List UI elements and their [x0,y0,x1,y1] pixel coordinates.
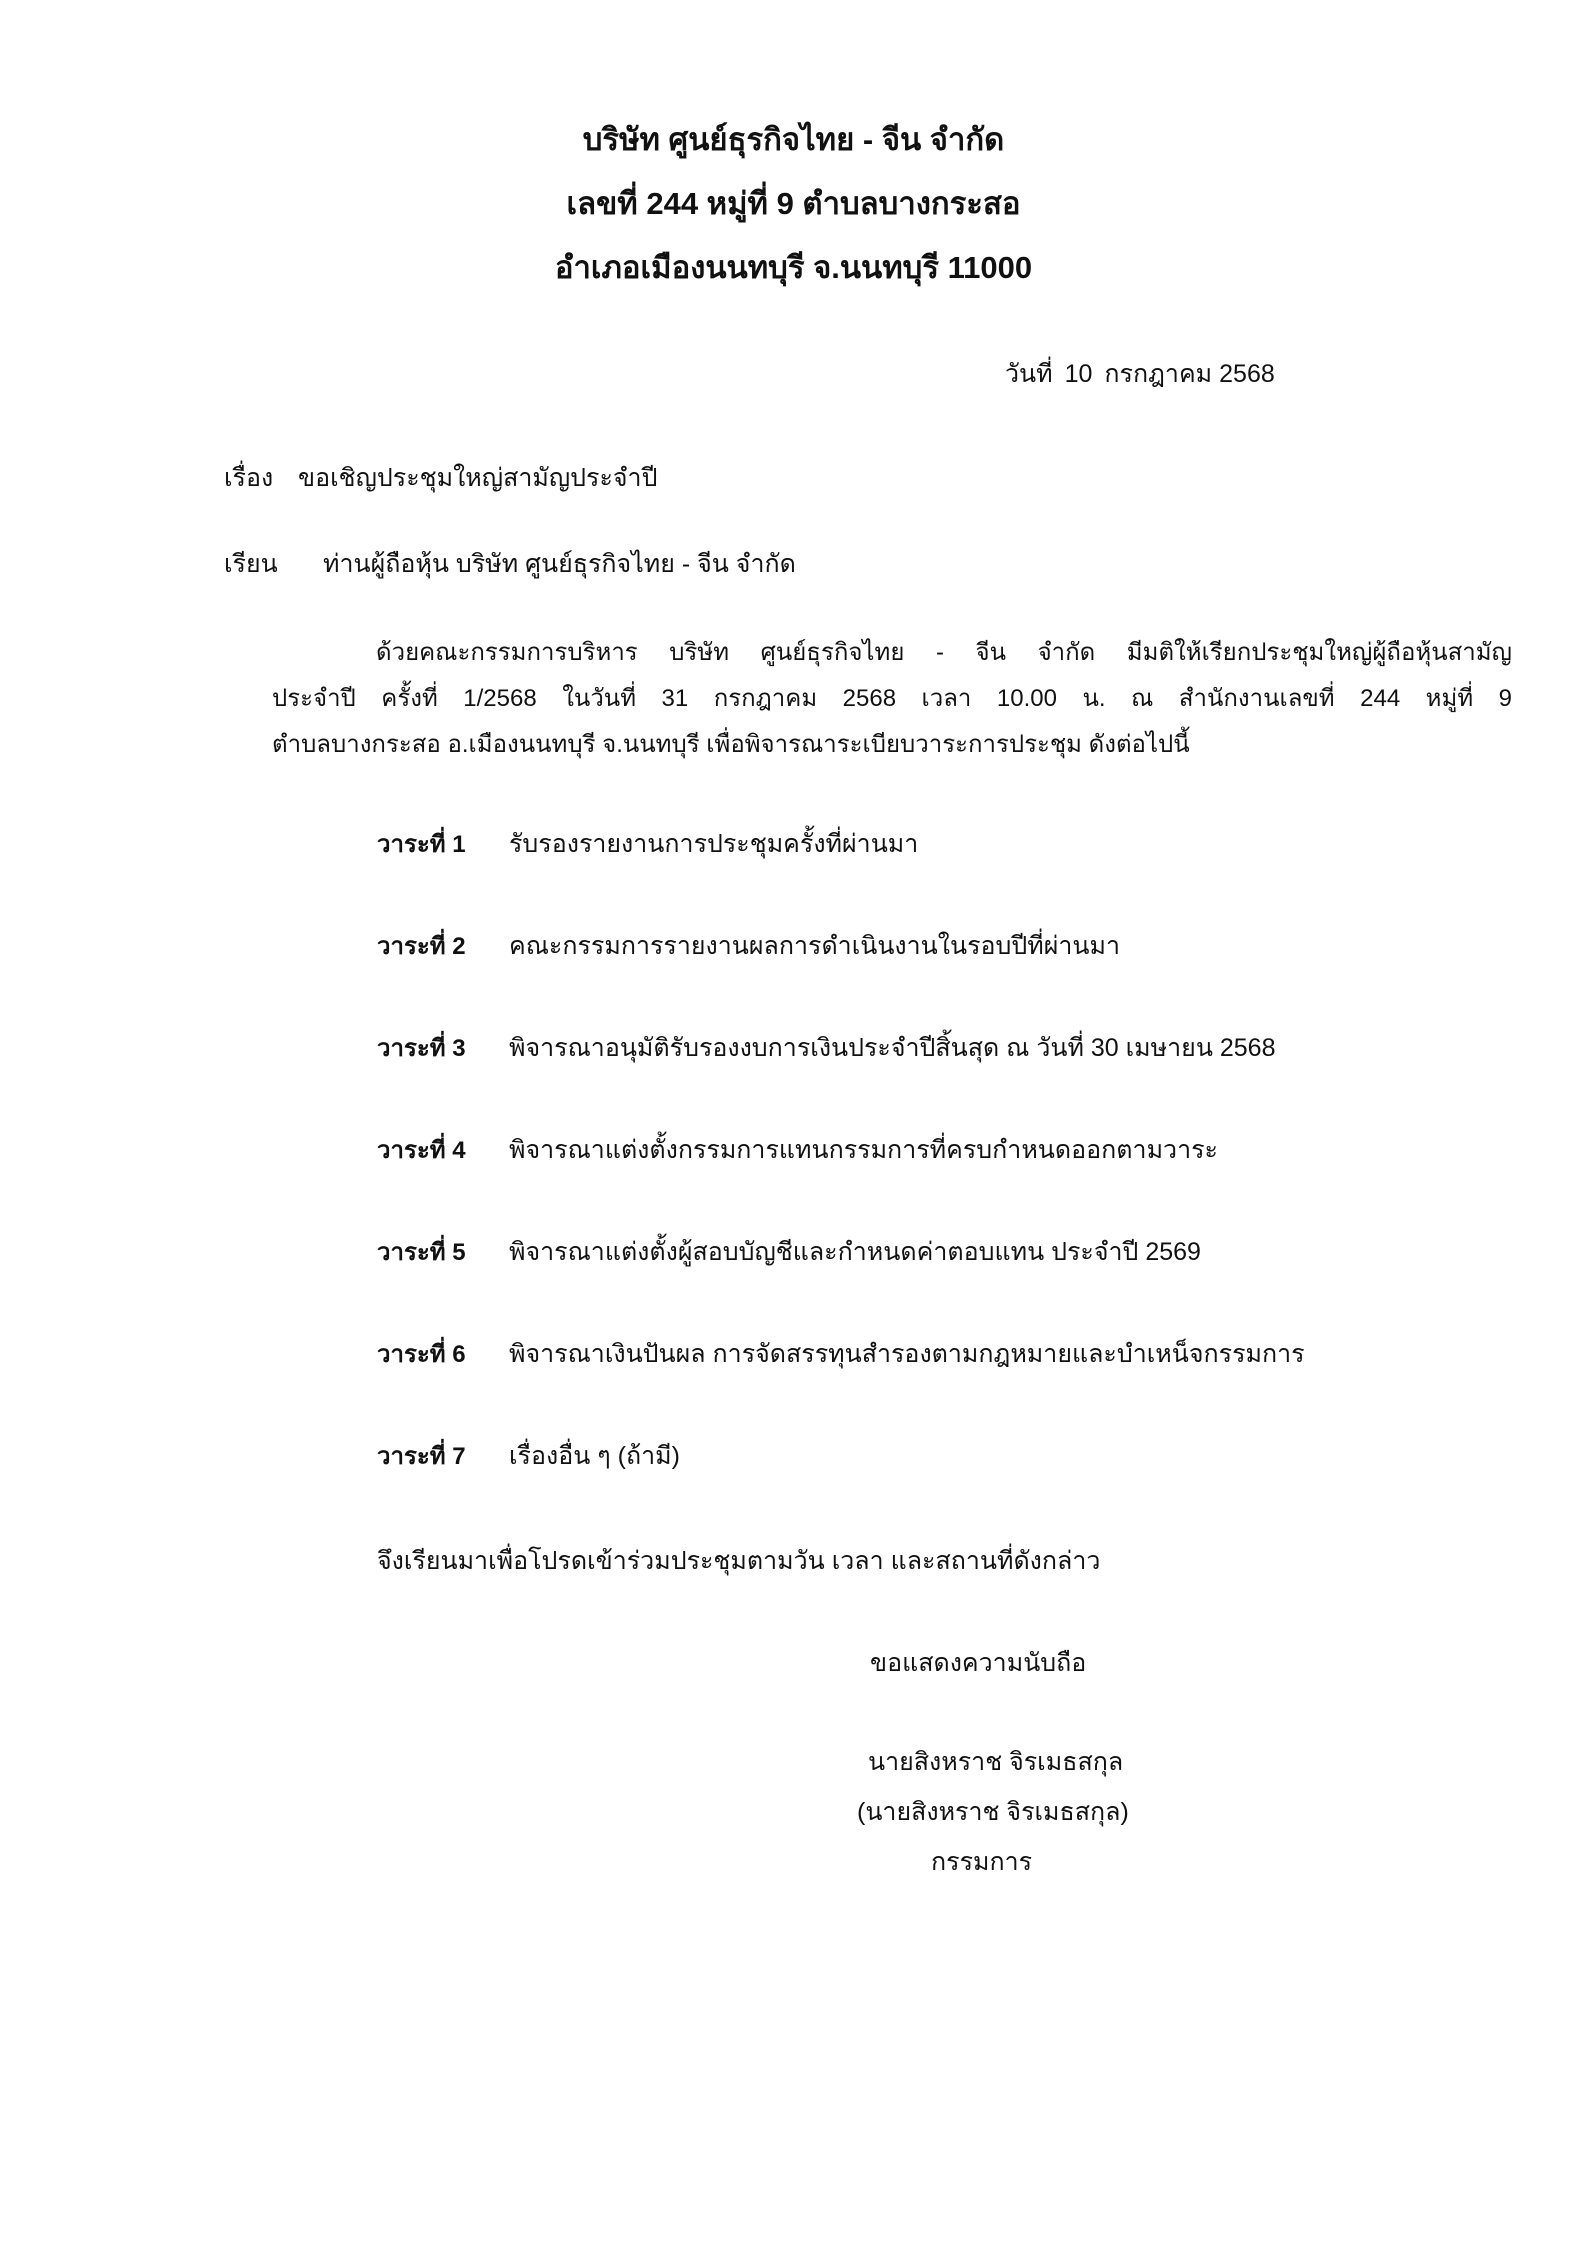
company-address-line-2: อำเภอเมืองนนทบุรี จ.นนทบุรี 11000 [554,250,1033,285]
body-line: ประจำปี ครั้งที่ 1/2568 ในวันที่ 31 กรกฎาคม 2568 เวลา 10.00 น. ณ สำนักงานเลขที่ 244 หมู่ที่ 9 [272,685,1512,712]
agenda-item [377,926,1477,1028]
complimentary-close: ขอแสดงความนับถือ [870,1649,1087,1677]
agenda-text: คณะกรรมการรายงานผลการดำเนินงานในรอบปีที่ผ่านมา [509,932,1121,960]
subject-label: เรื่อง [224,464,274,492]
body-line: ตำบลบางกระสอ อ.เมืองนนทบุรี จ.นนทบุรี เพื่อพิจารณาระเบียบวาระการประชุม ดังต่อไปนี้ [272,731,1190,758]
agenda-text: พิจารณาแต่งตั้งผู้สอบบัญชีและกำหนดค่าตอบแทน ประจำปี 2569 [509,1238,1201,1266]
agenda-label: วาระที่ 2 [377,933,466,960]
subject-text: ขอเชิญประชุมใหญ่สามัญประจำปี [298,464,658,492]
agenda-label: วาระที่ 3 [377,1035,466,1062]
agenda-item [377,1334,1477,1436]
date-year: 2568 [1219,360,1275,388]
signatory-position: กรรมการ [931,1848,1033,1876]
signatory-name: นายสิงหราช จิรเมธสกุล [868,1748,1124,1776]
body-line: ด้วยคณะกรรมการบริหาร บริษัท ศูนย์ธุรกิจไทย - จีน จำกัด มีมติให้เรียกประชุมใหญ่ผู้ถือหุ้นสามัญ [376,639,1512,666]
agenda-text: พิจารณาเงินปันผล การจัดสรรทุนสำรองตามกฎหมายและบำเหน็จกรรมการ [509,1340,1305,1368]
date-month: กรกฎาคม [1104,360,1213,388]
agenda-label: วาระที่ 6 [377,1341,466,1368]
agenda-label: วาระที่ 1 [377,831,466,858]
letterhead [0,108,1587,300]
agenda-text: พิจารณาแต่งตั้งกรรมการแทนกรรมการที่ครบกำหนดออกตามวาระ [509,1136,1218,1164]
signatory-printed-name: (นายสิงหราช จิรเมธสกุล) [857,1798,1129,1826]
agenda-text: เรื่องอื่น ๆ (ถ้ามี) [509,1442,680,1470]
letter-date [1005,354,1275,394]
agenda-label: วาระที่ 4 [377,1137,466,1164]
agenda-item [377,824,1477,926]
agenda-label: วาระที่ 5 [377,1239,466,1266]
company-address-line-1: เลขที่ 244 หมู่ที่ 9 ตำบลบางกระสอ [566,186,1021,221]
agenda-item [377,1028,1477,1130]
company-name: บริษัท ศูนย์ธุรกิจไทย - จีน จำกัด [582,122,1005,157]
agenda-text: รับรองรายงานการประชุมครั้งที่ผ่านมา [509,830,919,858]
agenda-text: พิจารณาอนุมัติรับรองงบการเงินประจำปีสิ้นสุด ณ วันที่ 30 เมษายน 2568 [509,1034,1276,1062]
recipient-label: เรียน [224,550,278,578]
body-paragraph [272,630,1512,768]
agenda-item [377,1436,1477,1538]
date-prefix: วันที่ [1005,360,1053,388]
recipient-text: ท่านผู้ถือหุ้น บริษัท ศูนย์ธุรกิจไทย - จีน จำกัด [323,550,796,578]
agenda-item [377,1232,1477,1334]
date-day: 10 [1064,360,1093,388]
agenda-list [377,824,1477,1538]
closing-sentence: จึงเรียนมาเพื่อโปรดเข้าร่วมประชุมตามวัน เวลา และสถานที่ดังกล่าว [377,1547,1101,1575]
agenda-label: วาระที่ 7 [377,1443,466,1470]
agenda-item [377,1130,1477,1232]
